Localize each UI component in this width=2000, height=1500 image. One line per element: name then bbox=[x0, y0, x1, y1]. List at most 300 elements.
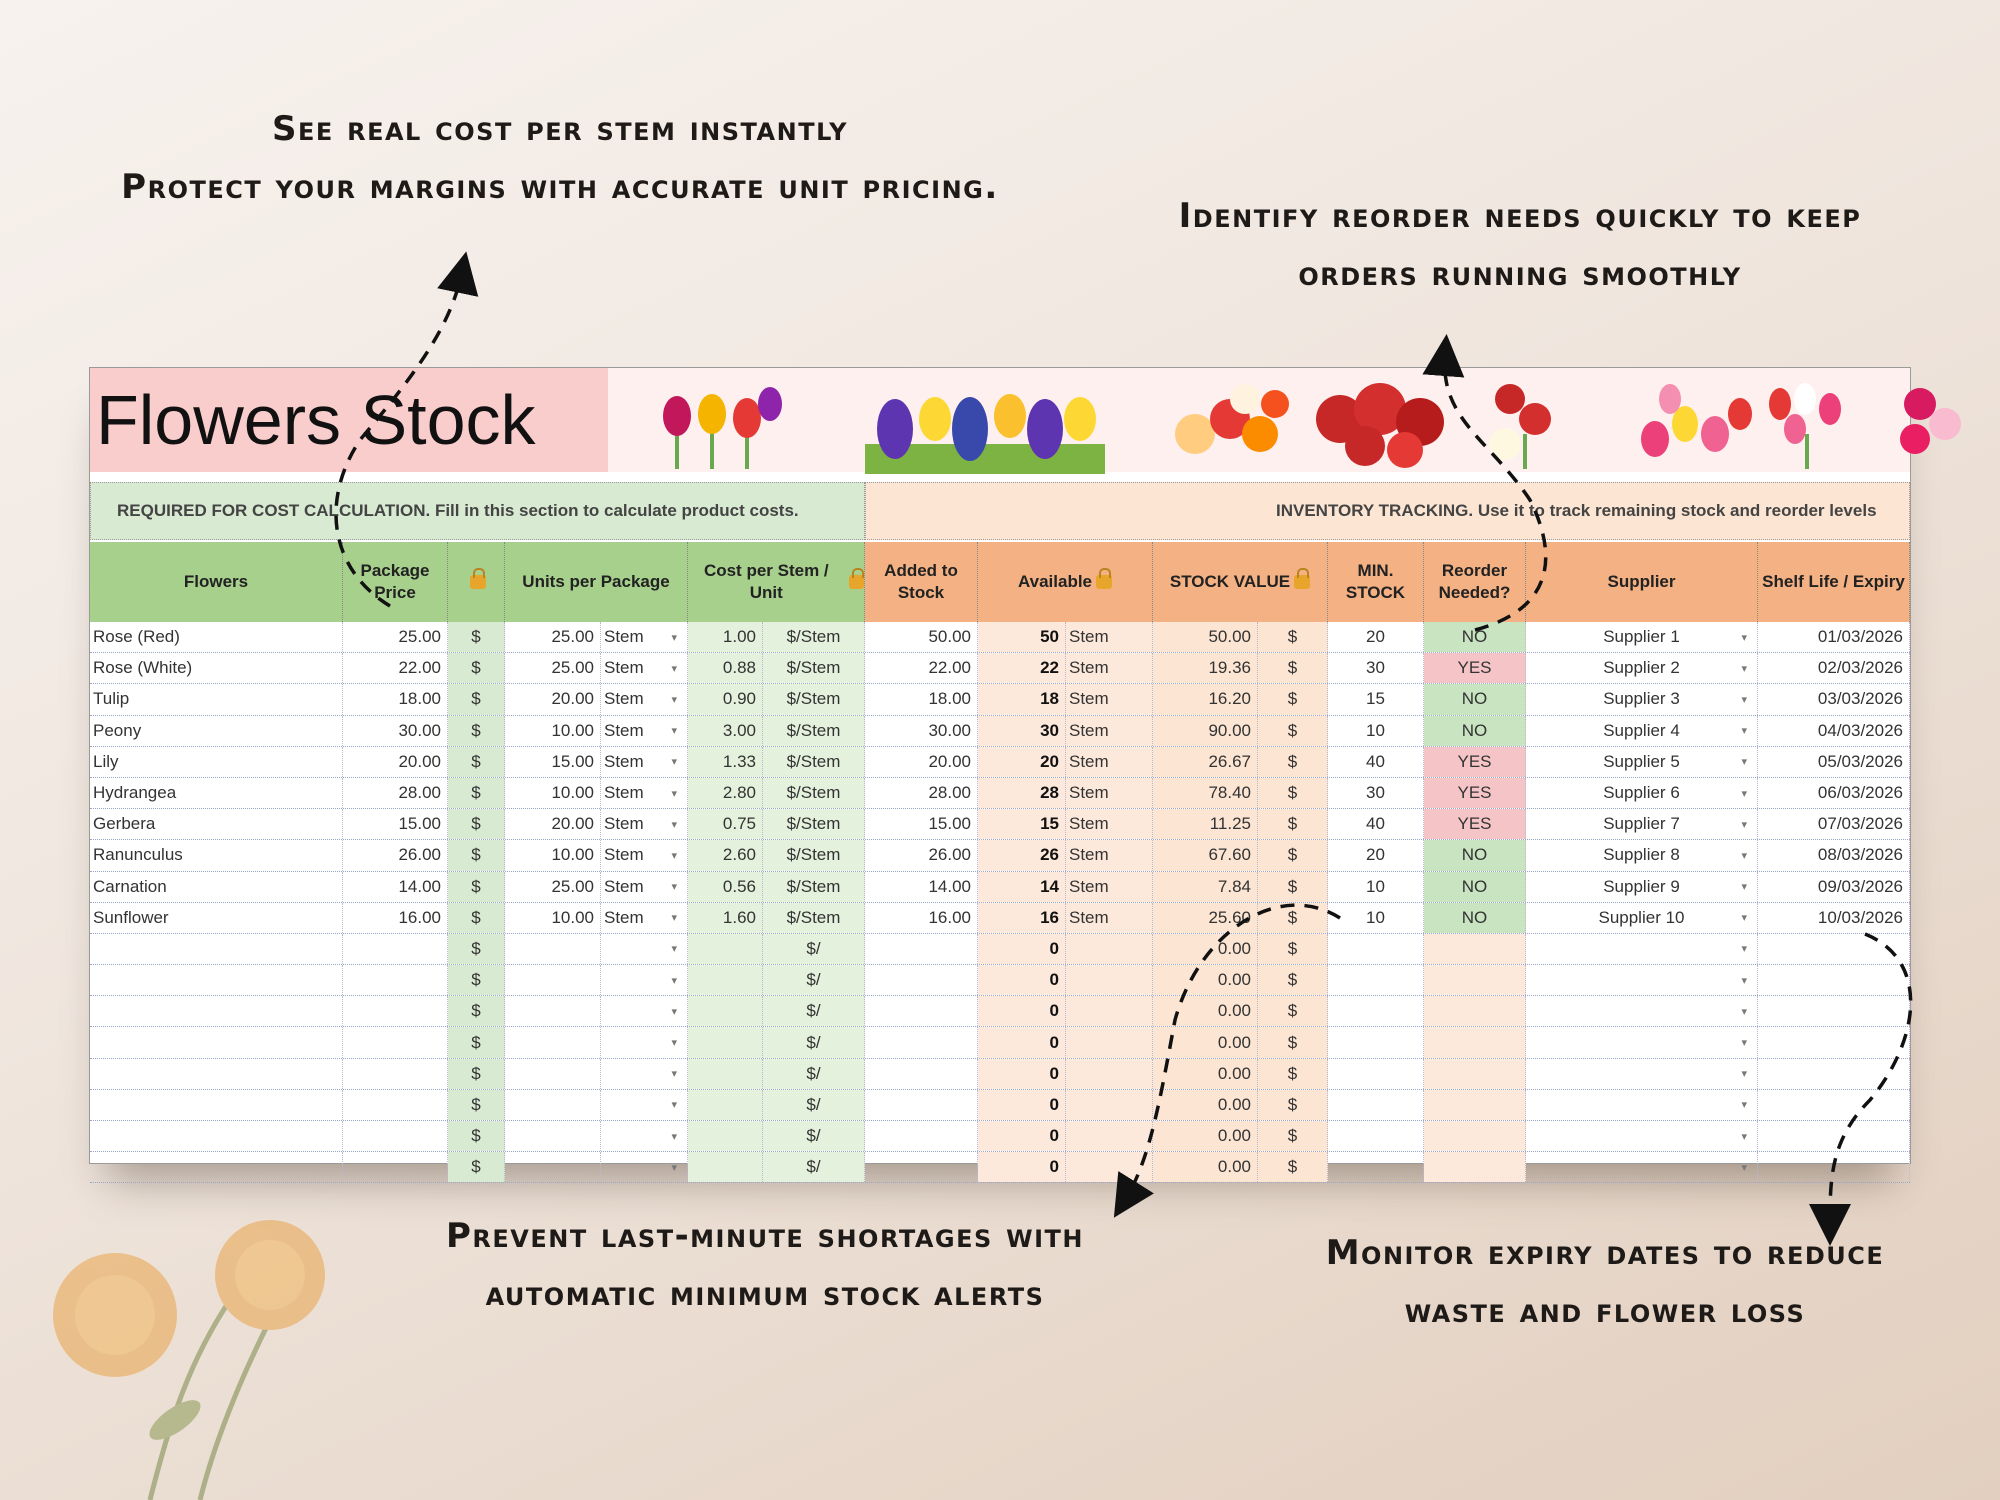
cell-price[interactable] bbox=[343, 747, 448, 777]
currency-cell[interactable] bbox=[448, 622, 505, 652]
per-unit-cell[interactable] bbox=[763, 1059, 865, 1089]
dropdown-arrow-icon[interactable]: ▾ bbox=[1741, 849, 1747, 862]
cell-added[interactable] bbox=[865, 1090, 978, 1120]
unit-select[interactable] bbox=[1066, 1152, 1153, 1182]
dropdown-arrow-icon[interactable]: ▾ bbox=[1741, 1005, 1747, 1018]
cell-reorder[interactable] bbox=[1424, 809, 1526, 839]
cell-supplier[interactable] bbox=[1526, 747, 1758, 777]
cell-cost[interactable] bbox=[688, 809, 763, 839]
cell-cost[interactable] bbox=[688, 716, 763, 746]
dropdown-arrow-icon[interactable]: ▾ bbox=[1741, 818, 1747, 831]
cell-added[interactable] bbox=[865, 622, 978, 652]
unit-select[interactable] bbox=[1066, 684, 1153, 714]
per-unit-cell[interactable] bbox=[763, 965, 865, 995]
cell-cost[interactable] bbox=[688, 778, 763, 808]
unit-select[interactable] bbox=[601, 809, 688, 839]
cell-available[interactable] bbox=[978, 778, 1066, 808]
dropdown-arrow-icon[interactable]: ▾ bbox=[671, 631, 677, 644]
currency-cell[interactable] bbox=[448, 903, 505, 933]
cell-reorder[interactable] bbox=[1424, 1027, 1526, 1057]
cell-value[interactable] bbox=[1153, 684, 1258, 714]
per-unit-cell[interactable] bbox=[763, 903, 865, 933]
cell-units[interactable] bbox=[505, 996, 601, 1026]
unit-select[interactable] bbox=[601, 965, 688, 995]
currency-cell[interactable] bbox=[448, 778, 505, 808]
dropdown-arrow-icon[interactable]: ▾ bbox=[671, 787, 677, 800]
cell-price[interactable] bbox=[343, 872, 448, 902]
header-shelf-life[interactable] bbox=[1758, 542, 1910, 622]
unit-select[interactable] bbox=[1066, 1090, 1153, 1120]
unit-select[interactable] bbox=[601, 653, 688, 683]
cell-added[interactable] bbox=[865, 653, 978, 683]
dropdown-arrow-icon[interactable]: ▾ bbox=[1741, 1099, 1747, 1112]
dropdown-arrow-icon[interactable]: ▾ bbox=[1741, 1037, 1747, 1050]
dropdown-arrow-icon[interactable]: ▾ bbox=[671, 756, 677, 769]
cell-available[interactable] bbox=[978, 1090, 1066, 1120]
per-unit-cell[interactable] bbox=[763, 716, 865, 746]
cell-units[interactable] bbox=[505, 1152, 601, 1182]
unit-select[interactable] bbox=[601, 622, 688, 652]
dropdown-arrow-icon[interactable]: ▾ bbox=[1741, 631, 1747, 644]
cell-min[interactable] bbox=[1328, 1059, 1424, 1089]
cell-reorder[interactable] bbox=[1424, 716, 1526, 746]
cell-available[interactable] bbox=[978, 965, 1066, 995]
cell-price[interactable] bbox=[343, 934, 448, 964]
cell-flower[interactable] bbox=[90, 653, 343, 683]
unit-select[interactable] bbox=[1066, 1027, 1153, 1057]
unit-select[interactable] bbox=[601, 840, 688, 870]
cell-reorder[interactable] bbox=[1424, 1152, 1526, 1182]
cell-price[interactable] bbox=[343, 778, 448, 808]
currency-cell[interactable] bbox=[1258, 747, 1328, 777]
cell-reorder[interactable] bbox=[1424, 872, 1526, 902]
cell-min[interactable] bbox=[1328, 872, 1424, 902]
cell-reorder[interactable] bbox=[1424, 1121, 1526, 1151]
cell-units[interactable] bbox=[505, 1090, 601, 1120]
dropdown-arrow-icon[interactable]: ▾ bbox=[1741, 787, 1747, 800]
cell-flower[interactable] bbox=[90, 747, 343, 777]
cell-expiry[interactable] bbox=[1758, 1027, 1910, 1057]
dropdown-arrow-icon[interactable]: ▾ bbox=[671, 881, 677, 894]
dropdown-arrow-icon[interactable]: ▾ bbox=[1741, 662, 1747, 675]
cell-reorder[interactable] bbox=[1424, 965, 1526, 995]
cell-available[interactable] bbox=[978, 809, 1066, 839]
unit-select[interactable] bbox=[601, 684, 688, 714]
currency-cell[interactable] bbox=[1258, 1027, 1328, 1057]
cell-available[interactable] bbox=[978, 996, 1066, 1026]
cell-value[interactable] bbox=[1153, 809, 1258, 839]
cell-available[interactable] bbox=[978, 653, 1066, 683]
per-unit-cell[interactable] bbox=[763, 996, 865, 1026]
per-unit-cell[interactable] bbox=[763, 1027, 865, 1057]
cell-added[interactable] bbox=[865, 996, 978, 1026]
cell-supplier[interactable] bbox=[1526, 778, 1758, 808]
cell-available[interactable] bbox=[978, 716, 1066, 746]
cell-reorder[interactable] bbox=[1424, 778, 1526, 808]
cell-cost[interactable] bbox=[688, 1027, 763, 1057]
cell-value[interactable] bbox=[1153, 1059, 1258, 1089]
cell-value[interactable] bbox=[1153, 840, 1258, 870]
header-min-stock[interactable] bbox=[1328, 542, 1424, 622]
cell-available[interactable] bbox=[978, 684, 1066, 714]
currency-cell[interactable] bbox=[1258, 1121, 1328, 1151]
cell-cost[interactable] bbox=[688, 840, 763, 870]
cell-flower[interactable] bbox=[90, 840, 343, 870]
cell-expiry[interactable] bbox=[1758, 903, 1910, 933]
unit-select[interactable] bbox=[601, 872, 688, 902]
currency-cell[interactable] bbox=[448, 1090, 505, 1120]
cell-cost[interactable] bbox=[688, 965, 763, 995]
cell-price[interactable] bbox=[343, 716, 448, 746]
cell-value[interactable] bbox=[1153, 747, 1258, 777]
unit-select[interactable] bbox=[601, 747, 688, 777]
cell-expiry[interactable] bbox=[1758, 809, 1910, 839]
cell-min[interactable] bbox=[1328, 653, 1424, 683]
currency-cell[interactable] bbox=[448, 872, 505, 902]
cell-value[interactable] bbox=[1153, 1152, 1258, 1182]
cell-cost[interactable] bbox=[688, 653, 763, 683]
cell-min[interactable] bbox=[1328, 840, 1424, 870]
header-available[interactable] bbox=[978, 542, 1153, 622]
cell-added[interactable] bbox=[865, 809, 978, 839]
cell-added[interactable] bbox=[865, 778, 978, 808]
unit-select[interactable] bbox=[1066, 622, 1153, 652]
cell-reorder[interactable] bbox=[1424, 1090, 1526, 1120]
dropdown-arrow-icon[interactable]: ▾ bbox=[1741, 756, 1747, 769]
cell-cost[interactable] bbox=[688, 1152, 763, 1182]
cell-min[interactable] bbox=[1328, 684, 1424, 714]
cell-expiry[interactable] bbox=[1758, 684, 1910, 714]
currency-cell[interactable] bbox=[1258, 903, 1328, 933]
unit-select[interactable] bbox=[1066, 965, 1153, 995]
currency-cell[interactable] bbox=[448, 1152, 505, 1182]
unit-select[interactable] bbox=[1066, 716, 1153, 746]
currency-cell[interactable] bbox=[448, 716, 505, 746]
cell-value[interactable] bbox=[1153, 1121, 1258, 1151]
cell-units[interactable] bbox=[505, 872, 601, 902]
header-flowers[interactable] bbox=[90, 542, 343, 622]
cell-supplier[interactable] bbox=[1526, 716, 1758, 746]
cell-available[interactable] bbox=[978, 934, 1066, 964]
cell-expiry[interactable] bbox=[1758, 747, 1910, 777]
unit-select[interactable] bbox=[1066, 778, 1153, 808]
cell-expiry[interactable] bbox=[1758, 872, 1910, 902]
cell-value[interactable] bbox=[1153, 934, 1258, 964]
cell-flower[interactable] bbox=[90, 1090, 343, 1120]
dropdown-arrow-icon[interactable]: ▾ bbox=[1741, 725, 1747, 738]
cell-supplier[interactable] bbox=[1526, 809, 1758, 839]
cell-expiry[interactable] bbox=[1758, 1152, 1910, 1182]
cell-available[interactable] bbox=[978, 903, 1066, 933]
dropdown-arrow-icon[interactable]: ▾ bbox=[1741, 1068, 1747, 1081]
currency-cell[interactable] bbox=[448, 996, 505, 1026]
unit-select[interactable] bbox=[1066, 1121, 1153, 1151]
currency-cell[interactable] bbox=[448, 747, 505, 777]
header-reorder-needed[interactable] bbox=[1424, 542, 1526, 622]
header-units-per-package[interactable] bbox=[505, 542, 688, 622]
cell-value[interactable] bbox=[1153, 1027, 1258, 1057]
dropdown-arrow-icon[interactable]: ▾ bbox=[671, 1099, 677, 1112]
cell-cost[interactable] bbox=[688, 1121, 763, 1151]
header-stock-value[interactable] bbox=[1153, 542, 1328, 622]
cell-reorder[interactable] bbox=[1424, 903, 1526, 933]
dropdown-arrow-icon[interactable]: ▾ bbox=[671, 1161, 677, 1174]
per-unit-cell[interactable] bbox=[763, 1152, 865, 1182]
dropdown-arrow-icon[interactable]: ▾ bbox=[1741, 1130, 1747, 1143]
cell-flower[interactable] bbox=[90, 1152, 343, 1182]
cell-supplier[interactable] bbox=[1526, 1059, 1758, 1089]
cell-flower[interactable] bbox=[90, 965, 343, 995]
cell-added[interactable] bbox=[865, 872, 978, 902]
cell-units[interactable] bbox=[505, 840, 601, 870]
cell-supplier[interactable] bbox=[1526, 622, 1758, 652]
cell-min[interactable] bbox=[1328, 1027, 1424, 1057]
unit-select[interactable] bbox=[601, 716, 688, 746]
unit-select[interactable] bbox=[1066, 903, 1153, 933]
currency-cell[interactable] bbox=[1258, 840, 1328, 870]
cell-supplier[interactable] bbox=[1526, 684, 1758, 714]
unit-select[interactable] bbox=[1066, 872, 1153, 902]
cell-expiry[interactable] bbox=[1758, 996, 1910, 1026]
unit-select[interactable] bbox=[601, 1152, 688, 1182]
cell-supplier[interactable] bbox=[1526, 903, 1758, 933]
currency-cell[interactable] bbox=[448, 965, 505, 995]
dropdown-arrow-icon[interactable]: ▾ bbox=[1741, 693, 1747, 706]
cell-units[interactable] bbox=[505, 653, 601, 683]
cell-reorder[interactable] bbox=[1424, 840, 1526, 870]
dropdown-arrow-icon[interactable]: ▾ bbox=[671, 1130, 677, 1143]
cell-available[interactable] bbox=[978, 872, 1066, 902]
cell-units[interactable] bbox=[505, 1027, 601, 1057]
per-unit-cell[interactable] bbox=[763, 747, 865, 777]
unit-select[interactable] bbox=[1066, 840, 1153, 870]
per-unit-cell[interactable] bbox=[763, 622, 865, 652]
cell-units[interactable] bbox=[505, 747, 601, 777]
cell-price[interactable] bbox=[343, 840, 448, 870]
cell-added[interactable] bbox=[865, 716, 978, 746]
cell-units[interactable] bbox=[505, 934, 601, 964]
unit-select[interactable] bbox=[1066, 934, 1153, 964]
cell-supplier[interactable] bbox=[1526, 965, 1758, 995]
cell-flower[interactable] bbox=[90, 716, 343, 746]
cell-available[interactable] bbox=[978, 1121, 1066, 1151]
currency-cell[interactable] bbox=[1258, 872, 1328, 902]
unit-select[interactable] bbox=[1066, 1059, 1153, 1089]
cell-units[interactable] bbox=[505, 965, 601, 995]
cell-supplier[interactable] bbox=[1526, 653, 1758, 683]
dropdown-arrow-icon[interactable]: ▾ bbox=[671, 974, 677, 987]
cell-units[interactable] bbox=[505, 903, 601, 933]
cell-cost[interactable] bbox=[688, 747, 763, 777]
header-cost-per-stem[interactable] bbox=[688, 542, 865, 622]
cell-min[interactable] bbox=[1328, 1121, 1424, 1151]
cell-flower[interactable] bbox=[90, 934, 343, 964]
cell-value[interactable] bbox=[1153, 622, 1258, 652]
cell-price[interactable] bbox=[343, 1059, 448, 1089]
dropdown-arrow-icon[interactable]: ▾ bbox=[671, 725, 677, 738]
cell-flower[interactable] bbox=[90, 778, 343, 808]
currency-cell[interactable] bbox=[448, 684, 505, 714]
dropdown-arrow-icon[interactable]: ▾ bbox=[1741, 943, 1747, 956]
cell-cost[interactable] bbox=[688, 1090, 763, 1120]
cell-price[interactable] bbox=[343, 684, 448, 714]
header-added-to-stock[interactable] bbox=[865, 542, 978, 622]
currency-cell[interactable] bbox=[448, 1121, 505, 1151]
cell-price[interactable] bbox=[343, 903, 448, 933]
cell-supplier[interactable] bbox=[1526, 1121, 1758, 1151]
cell-flower[interactable] bbox=[90, 622, 343, 652]
currency-cell[interactable] bbox=[1258, 1059, 1328, 1089]
currency-cell[interactable] bbox=[448, 653, 505, 683]
cell-value[interactable] bbox=[1153, 903, 1258, 933]
cell-expiry[interactable] bbox=[1758, 1121, 1910, 1151]
cell-min[interactable] bbox=[1328, 1090, 1424, 1120]
cell-added[interactable] bbox=[865, 840, 978, 870]
cell-price[interactable] bbox=[343, 653, 448, 683]
cell-expiry[interactable] bbox=[1758, 840, 1910, 870]
cell-reorder[interactable] bbox=[1424, 934, 1526, 964]
per-unit-cell[interactable] bbox=[763, 778, 865, 808]
cell-flower[interactable] bbox=[90, 903, 343, 933]
cell-units[interactable] bbox=[505, 1121, 601, 1151]
cell-min[interactable] bbox=[1328, 622, 1424, 652]
cell-min[interactable] bbox=[1328, 903, 1424, 933]
cell-min[interactable] bbox=[1328, 1152, 1424, 1182]
cell-added[interactable] bbox=[865, 1027, 978, 1057]
cell-units[interactable] bbox=[505, 1059, 601, 1089]
cell-units[interactable] bbox=[505, 778, 601, 808]
cell-flower[interactable] bbox=[90, 809, 343, 839]
currency-cell[interactable] bbox=[1258, 996, 1328, 1026]
cell-supplier[interactable] bbox=[1526, 934, 1758, 964]
currency-cell[interactable] bbox=[1258, 934, 1328, 964]
unit-select[interactable] bbox=[1066, 996, 1153, 1026]
cell-min[interactable] bbox=[1328, 934, 1424, 964]
cell-supplier[interactable] bbox=[1526, 1027, 1758, 1057]
cell-supplier[interactable] bbox=[1526, 1152, 1758, 1182]
cell-min[interactable] bbox=[1328, 716, 1424, 746]
cell-added[interactable] bbox=[865, 684, 978, 714]
cell-value[interactable] bbox=[1153, 996, 1258, 1026]
cell-supplier[interactable] bbox=[1526, 996, 1758, 1026]
cell-reorder[interactable] bbox=[1424, 1059, 1526, 1089]
per-unit-cell[interactable] bbox=[763, 684, 865, 714]
currency-cell[interactable] bbox=[1258, 684, 1328, 714]
cell-min[interactable] bbox=[1328, 965, 1424, 995]
dropdown-arrow-icon[interactable]: ▾ bbox=[1741, 1161, 1747, 1174]
unit-select[interactable] bbox=[601, 934, 688, 964]
cell-cost[interactable] bbox=[688, 684, 763, 714]
cell-added[interactable] bbox=[865, 903, 978, 933]
cell-available[interactable] bbox=[978, 1152, 1066, 1182]
cell-added[interactable] bbox=[865, 1059, 978, 1089]
cell-cost[interactable] bbox=[688, 903, 763, 933]
currency-cell[interactable] bbox=[448, 1027, 505, 1057]
cell-value[interactable] bbox=[1153, 778, 1258, 808]
cell-cost[interactable] bbox=[688, 934, 763, 964]
header-supplier[interactable] bbox=[1526, 542, 1758, 622]
per-unit-cell[interactable] bbox=[763, 1090, 865, 1120]
currency-cell[interactable] bbox=[1258, 809, 1328, 839]
cell-expiry[interactable] bbox=[1758, 778, 1910, 808]
cell-expiry[interactable] bbox=[1758, 965, 1910, 995]
cell-value[interactable] bbox=[1153, 653, 1258, 683]
cell-available[interactable] bbox=[978, 1027, 1066, 1057]
cell-available[interactable] bbox=[978, 747, 1066, 777]
cell-reorder[interactable] bbox=[1424, 653, 1526, 683]
dropdown-arrow-icon[interactable]: ▾ bbox=[671, 1068, 677, 1081]
dropdown-arrow-icon[interactable]: ▾ bbox=[671, 662, 677, 675]
cell-price[interactable] bbox=[343, 996, 448, 1026]
unit-select[interactable] bbox=[1066, 809, 1153, 839]
dropdown-arrow-icon[interactable]: ▾ bbox=[1741, 974, 1747, 987]
per-unit-cell[interactable] bbox=[763, 653, 865, 683]
unit-select[interactable] bbox=[1066, 747, 1153, 777]
cell-min[interactable] bbox=[1328, 996, 1424, 1026]
cell-available[interactable] bbox=[978, 622, 1066, 652]
cell-added[interactable] bbox=[865, 747, 978, 777]
dropdown-arrow-icon[interactable]: ▾ bbox=[671, 818, 677, 831]
unit-select[interactable] bbox=[601, 903, 688, 933]
cell-units[interactable] bbox=[505, 622, 601, 652]
cell-flower[interactable] bbox=[90, 872, 343, 902]
header-currency-lock[interactable] bbox=[448, 542, 505, 622]
per-unit-cell[interactable] bbox=[763, 934, 865, 964]
cell-added[interactable] bbox=[865, 1152, 978, 1182]
cell-expiry[interactable] bbox=[1758, 653, 1910, 683]
dropdown-arrow-icon[interactable]: ▾ bbox=[671, 849, 677, 862]
cell-min[interactable] bbox=[1328, 809, 1424, 839]
currency-cell[interactable] bbox=[448, 809, 505, 839]
per-unit-cell[interactable] bbox=[763, 809, 865, 839]
cell-price[interactable] bbox=[343, 1027, 448, 1057]
cell-price[interactable] bbox=[343, 809, 448, 839]
cell-value[interactable] bbox=[1153, 1090, 1258, 1120]
unit-select[interactable] bbox=[601, 1027, 688, 1057]
per-unit-cell[interactable] bbox=[763, 1121, 865, 1151]
cell-flower[interactable] bbox=[90, 1027, 343, 1057]
cell-reorder[interactable] bbox=[1424, 996, 1526, 1026]
currency-cell[interactable] bbox=[1258, 653, 1328, 683]
cell-cost[interactable] bbox=[688, 1059, 763, 1089]
cell-available[interactable] bbox=[978, 1059, 1066, 1089]
cell-added[interactable] bbox=[865, 965, 978, 995]
cell-price[interactable] bbox=[343, 622, 448, 652]
cell-price[interactable] bbox=[343, 1152, 448, 1182]
cell-supplier[interactable] bbox=[1526, 872, 1758, 902]
cell-available[interactable] bbox=[978, 840, 1066, 870]
per-unit-cell[interactable] bbox=[763, 872, 865, 902]
unit-select[interactable] bbox=[601, 1090, 688, 1120]
cell-units[interactable] bbox=[505, 809, 601, 839]
cell-price[interactable] bbox=[343, 1121, 448, 1151]
unit-select[interactable] bbox=[601, 778, 688, 808]
cell-added[interactable] bbox=[865, 934, 978, 964]
cell-min[interactable] bbox=[1328, 747, 1424, 777]
cell-units[interactable] bbox=[505, 716, 601, 746]
cell-value[interactable] bbox=[1153, 965, 1258, 995]
currency-cell[interactable] bbox=[1258, 1152, 1328, 1182]
cell-supplier[interactable] bbox=[1526, 840, 1758, 870]
cell-value[interactable] bbox=[1153, 872, 1258, 902]
cell-units[interactable] bbox=[505, 684, 601, 714]
cell-price[interactable] bbox=[343, 965, 448, 995]
dropdown-arrow-icon[interactable]: ▾ bbox=[1741, 881, 1747, 894]
cell-flower[interactable] bbox=[90, 1121, 343, 1151]
cell-reorder[interactable] bbox=[1424, 747, 1526, 777]
cell-price[interactable] bbox=[343, 1090, 448, 1120]
cell-cost[interactable] bbox=[688, 872, 763, 902]
